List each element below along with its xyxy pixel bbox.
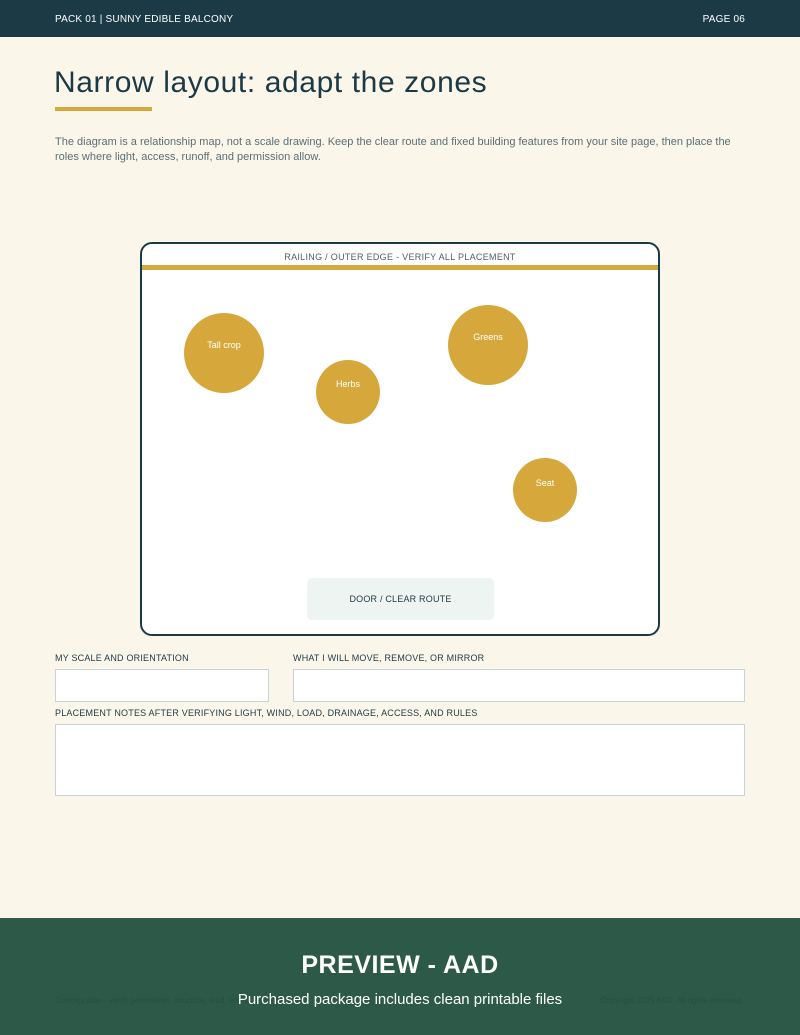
header-pack-title: PACK 01 | SUNNY EDIBLE BALCONY xyxy=(55,14,234,25)
page-header xyxy=(0,0,800,37)
scale-orientation-label: MY SCALE AND ORIENTATION xyxy=(55,653,189,663)
placement-notes-field[interactable] xyxy=(55,724,745,796)
header-page-number: PAGE 06 xyxy=(702,14,745,25)
page-title: Narrow layout: adapt the zones xyxy=(54,66,488,99)
door-clear-route: DOOR / CLEAR ROUTE xyxy=(307,578,494,620)
zone-greens-label: Greens xyxy=(473,332,503,342)
placement-notes-label: PLACEMENT NOTES AFTER VERIFYING LIGHT, WIND, LOAD, DRAINAGE, ACCESS, AND RULES xyxy=(55,708,478,718)
move-remove-mirror-label: WHAT I WILL MOVE, REMOVE, OR MIRROR xyxy=(293,653,485,663)
scale-orientation-field[interactable] xyxy=(55,669,269,702)
railing-label: RAILING / OUTER EDGE - VERIFY ALL PLACEMENT xyxy=(284,252,516,262)
move-remove-mirror-field[interactable] xyxy=(293,669,745,702)
intro-text: The diagram is a relationship map, not a scale drawing. Keep the clear route and fixed building features from your site page, then place the roles where light, access, runoff, and permission allow. xyxy=(55,136,731,163)
zone-seat-label: Seat xyxy=(535,478,555,488)
layout-diagram xyxy=(140,242,660,636)
zone-seat xyxy=(513,458,577,522)
preview-footer xyxy=(0,918,800,1035)
watermark-subtitle: Purchased package includes clean printable files xyxy=(237,991,563,1008)
zone-herbs-label: Herbs xyxy=(335,379,360,389)
railing-bar xyxy=(142,265,658,270)
title-underline xyxy=(55,107,152,111)
footer-disclaimer: Concept plan - verify permission, structure, load, and access xyxy=(55,996,270,1005)
footer-copyright: Copyright 2025 AAD. All rights reserved. xyxy=(600,996,743,1005)
zone-herbs xyxy=(316,360,380,424)
zone-tall-crop-label: Tall crop xyxy=(207,340,241,350)
watermark-title: PREVIEW - AAD xyxy=(301,951,499,979)
zone-tall-crop xyxy=(184,313,264,393)
zone-greens xyxy=(448,305,528,385)
